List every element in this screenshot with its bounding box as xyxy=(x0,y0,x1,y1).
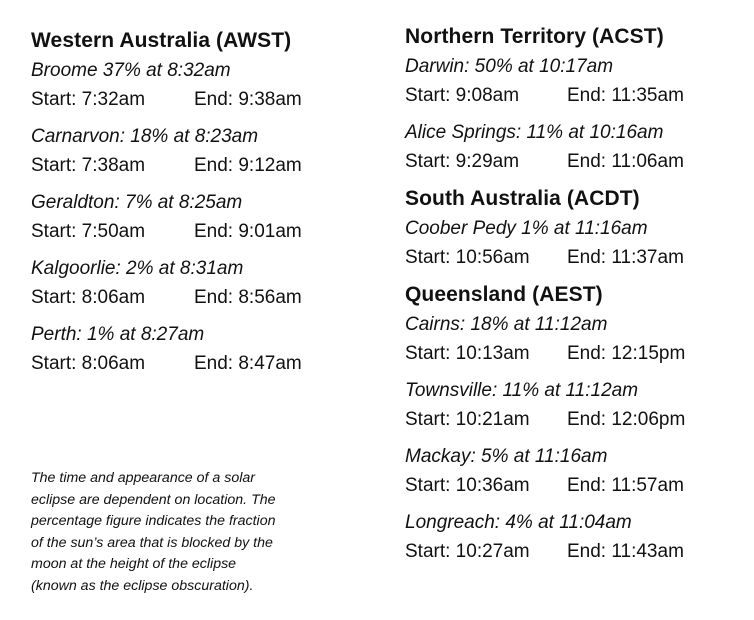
start-time: Start: 10:36am xyxy=(405,475,530,496)
location-name: Longreach: 4% at 11:04am xyxy=(405,512,632,533)
note-line: of the sun’s area that is blocked by the xyxy=(31,534,273,551)
start-time: Start: 7:50am xyxy=(31,221,146,242)
start-time: Start: 7:38am xyxy=(31,155,146,176)
end-time: End: 11:37am xyxy=(567,247,684,268)
note-line: (known as the eclipse obscuration). xyxy=(31,577,254,594)
start-time: Start: 10:13am xyxy=(405,343,530,364)
location-perth xyxy=(31,320,371,378)
location-name: Geraldton: 7% at 8:25am xyxy=(31,192,243,213)
start-time: Start: 9:08am xyxy=(405,85,520,106)
end-time: End: 8:47am xyxy=(194,353,302,374)
region-northern-territory xyxy=(405,22,745,176)
location-alice-springs xyxy=(405,118,745,176)
note-line: The time and appearance of a solar xyxy=(31,470,255,486)
end-time: End: 11:35am xyxy=(567,85,684,106)
location-name: Coober Pedy 1% at 11:16am xyxy=(405,218,648,239)
location-coober-pedy xyxy=(405,214,745,272)
location-name: Darwin: 50% at 10:17am xyxy=(405,56,614,77)
start-time: Start: 8:06am xyxy=(31,287,146,308)
start-time: Start: 8:06am xyxy=(31,353,146,374)
end-time: End: 11:43am xyxy=(567,541,684,562)
end-time: End: 8:56am xyxy=(194,287,302,308)
start-time: Start: 10:56am xyxy=(405,247,530,268)
right-column xyxy=(405,22,745,574)
location-name: Mackay: 5% at 11:16am xyxy=(405,446,608,467)
end-time: End: 9:01am xyxy=(194,221,302,242)
location-longreach xyxy=(405,508,745,566)
location-name: Townsville: 11% at 11:12am xyxy=(405,380,639,401)
start-time: Start: 9:29am xyxy=(405,151,520,172)
note-line: moon at the height of the eclipse xyxy=(31,556,237,572)
end-time: End: 11:57am xyxy=(567,475,684,496)
start-time: Start: 10:27am xyxy=(405,541,530,562)
explanatory-note xyxy=(31,468,331,597)
region-queensland xyxy=(405,280,745,566)
location-kalgoorlie xyxy=(31,254,371,312)
location-townsville xyxy=(405,376,745,434)
location-name: Carnarvon: 18% at 8:23am xyxy=(31,126,259,147)
location-name: Perth: 1% at 8:27am xyxy=(31,324,205,345)
region-western-australia xyxy=(31,26,371,378)
region-south-australia xyxy=(405,184,745,272)
location-darwin xyxy=(405,52,745,110)
location-cairns xyxy=(405,310,745,368)
end-time: End: 12:15pm xyxy=(567,343,686,364)
location-name: Cairns: 18% at 11:12am xyxy=(405,314,608,335)
end-time: End: 11:06am xyxy=(567,151,684,172)
region-title: Queensland (AEST) xyxy=(405,283,603,306)
region-title: Western Australia (AWST) xyxy=(31,29,292,52)
start-time: Start: 10:21am xyxy=(405,409,530,430)
location-name: Kalgoorlie: 2% at 8:31am xyxy=(31,258,244,279)
end-time: End: 9:38am xyxy=(194,89,302,110)
location-broome xyxy=(31,56,371,114)
end-time: End: 9:12am xyxy=(194,155,302,176)
location-mackay xyxy=(405,442,745,500)
location-geraldton xyxy=(31,188,371,246)
left-column xyxy=(31,26,371,386)
region-title: Northern Territory (ACST) xyxy=(405,25,664,48)
region-title: South Australia (ACDT) xyxy=(405,187,640,210)
note-line: percentage figure indicates the fraction xyxy=(31,513,276,529)
end-time: End: 12:06pm xyxy=(567,409,686,430)
location-name: Alice Springs: 11% at 10:16am xyxy=(405,122,664,143)
location-carnarvon xyxy=(31,122,371,180)
note-line: eclipse are dependent on location. The xyxy=(31,491,276,508)
location-name: Broome 37% at 8:32am xyxy=(31,60,231,81)
start-time: Start: 7:32am xyxy=(31,89,146,110)
